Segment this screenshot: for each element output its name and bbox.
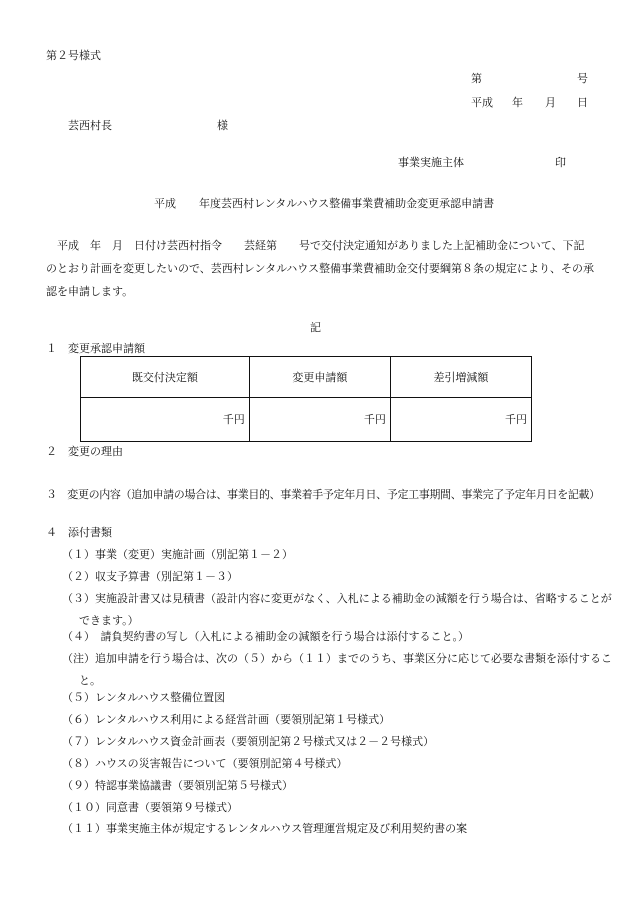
attachment-note: （注）追加申請を行う場合は、次の（５）から（１１）までのうち、事業区分に応じて必要な書類を添付すること。	[62, 652, 612, 687]
ki-heading: 記	[310, 321, 321, 334]
date-day: 日	[577, 96, 588, 109]
attachment-item: （１）事業（変更）実施計画（別記第１－２）	[62, 548, 293, 561]
header-previous-amount: 既交付決定額	[81, 357, 250, 398]
addressee: 芸西村長	[68, 119, 112, 132]
document-number-suffix: 号	[577, 72, 588, 85]
addressee-honorific: 様	[217, 119, 228, 132]
attachment-item: （８）ハウスの災害報告について（要領別記第４号様式）	[62, 757, 348, 770]
header-difference: 差引増減額	[390, 357, 531, 398]
attachment-item: （７）レンタルハウス資金計画表（要領別記第２号様式又は２－２号様式）	[62, 735, 435, 748]
amount-table	[80, 356, 532, 442]
section-4-heading: ４ 添付書類	[46, 526, 112, 539]
date-year: 年	[512, 96, 523, 109]
header-change-amount: 変更申請額	[249, 357, 390, 398]
difference-cell: 千円	[390, 398, 531, 442]
date-era: 平成	[471, 96, 493, 109]
attachment-item: （６）レンタルハウス利用による経営計画（要領別記第１号様式）	[62, 713, 391, 726]
section-3-heading: ３ 変更の内容（追加申請の場合は、事業目的、事業着手予定年月日、予定工事期間、事業完了予定年月日を記載）	[46, 488, 600, 501]
body-paragraph: 平成 年 月 日付け芸西村指令 芸経第 号で交付決定通知がありました上記補助金について、下記のとおり計画を変更したいので、芸西村レンタルハウス整備事業費補助金交付要綱第８条の規定により、その承認を申請します。	[46, 239, 594, 298]
applicant-label: 事業実施主体	[398, 156, 464, 169]
section-1-heading: １ 変更承認申請額	[46, 342, 145, 355]
date-month: 月	[545, 96, 556, 109]
title-era: 平成	[154, 197, 176, 210]
attachment-item: （３）実施設計書又は見積書（設計内容に変更がなく、入札による補助金の減額を行う場合は、省略することができます。）	[62, 592, 612, 627]
attachment-item: （４） 請負契約書の写し（入札による補助金の減額を行う場合は添付すること。）	[62, 630, 469, 643]
document-title: 年度芸西村レンタルハウス整備事業費補助金変更承認申請書	[199, 197, 495, 210]
previous-amount-cell: 千円	[81, 398, 250, 442]
attachment-item: （９）特認事業協議書（要領別記第５号様式）	[62, 779, 293, 792]
change-amount-cell: 千円	[249, 398, 390, 442]
form-number: 第２号様式	[46, 49, 101, 62]
attachment-item: （５）レンタルハウス整備位置図	[62, 691, 226, 704]
seal-mark: 印	[555, 156, 566, 169]
attachment-item: （１０）同意書（要領第９号様式）	[62, 801, 238, 814]
section-2-heading: ２ 変更の理由	[46, 445, 123, 458]
document-number-prefix: 第	[471, 72, 482, 85]
attachment-item: （１１）事業実施主体が規定するレンタルハウス管理運営規定及び利用契約書の案	[62, 822, 468, 835]
attachment-item: （２）収支予算書（別記第１－３）	[62, 570, 238, 583]
